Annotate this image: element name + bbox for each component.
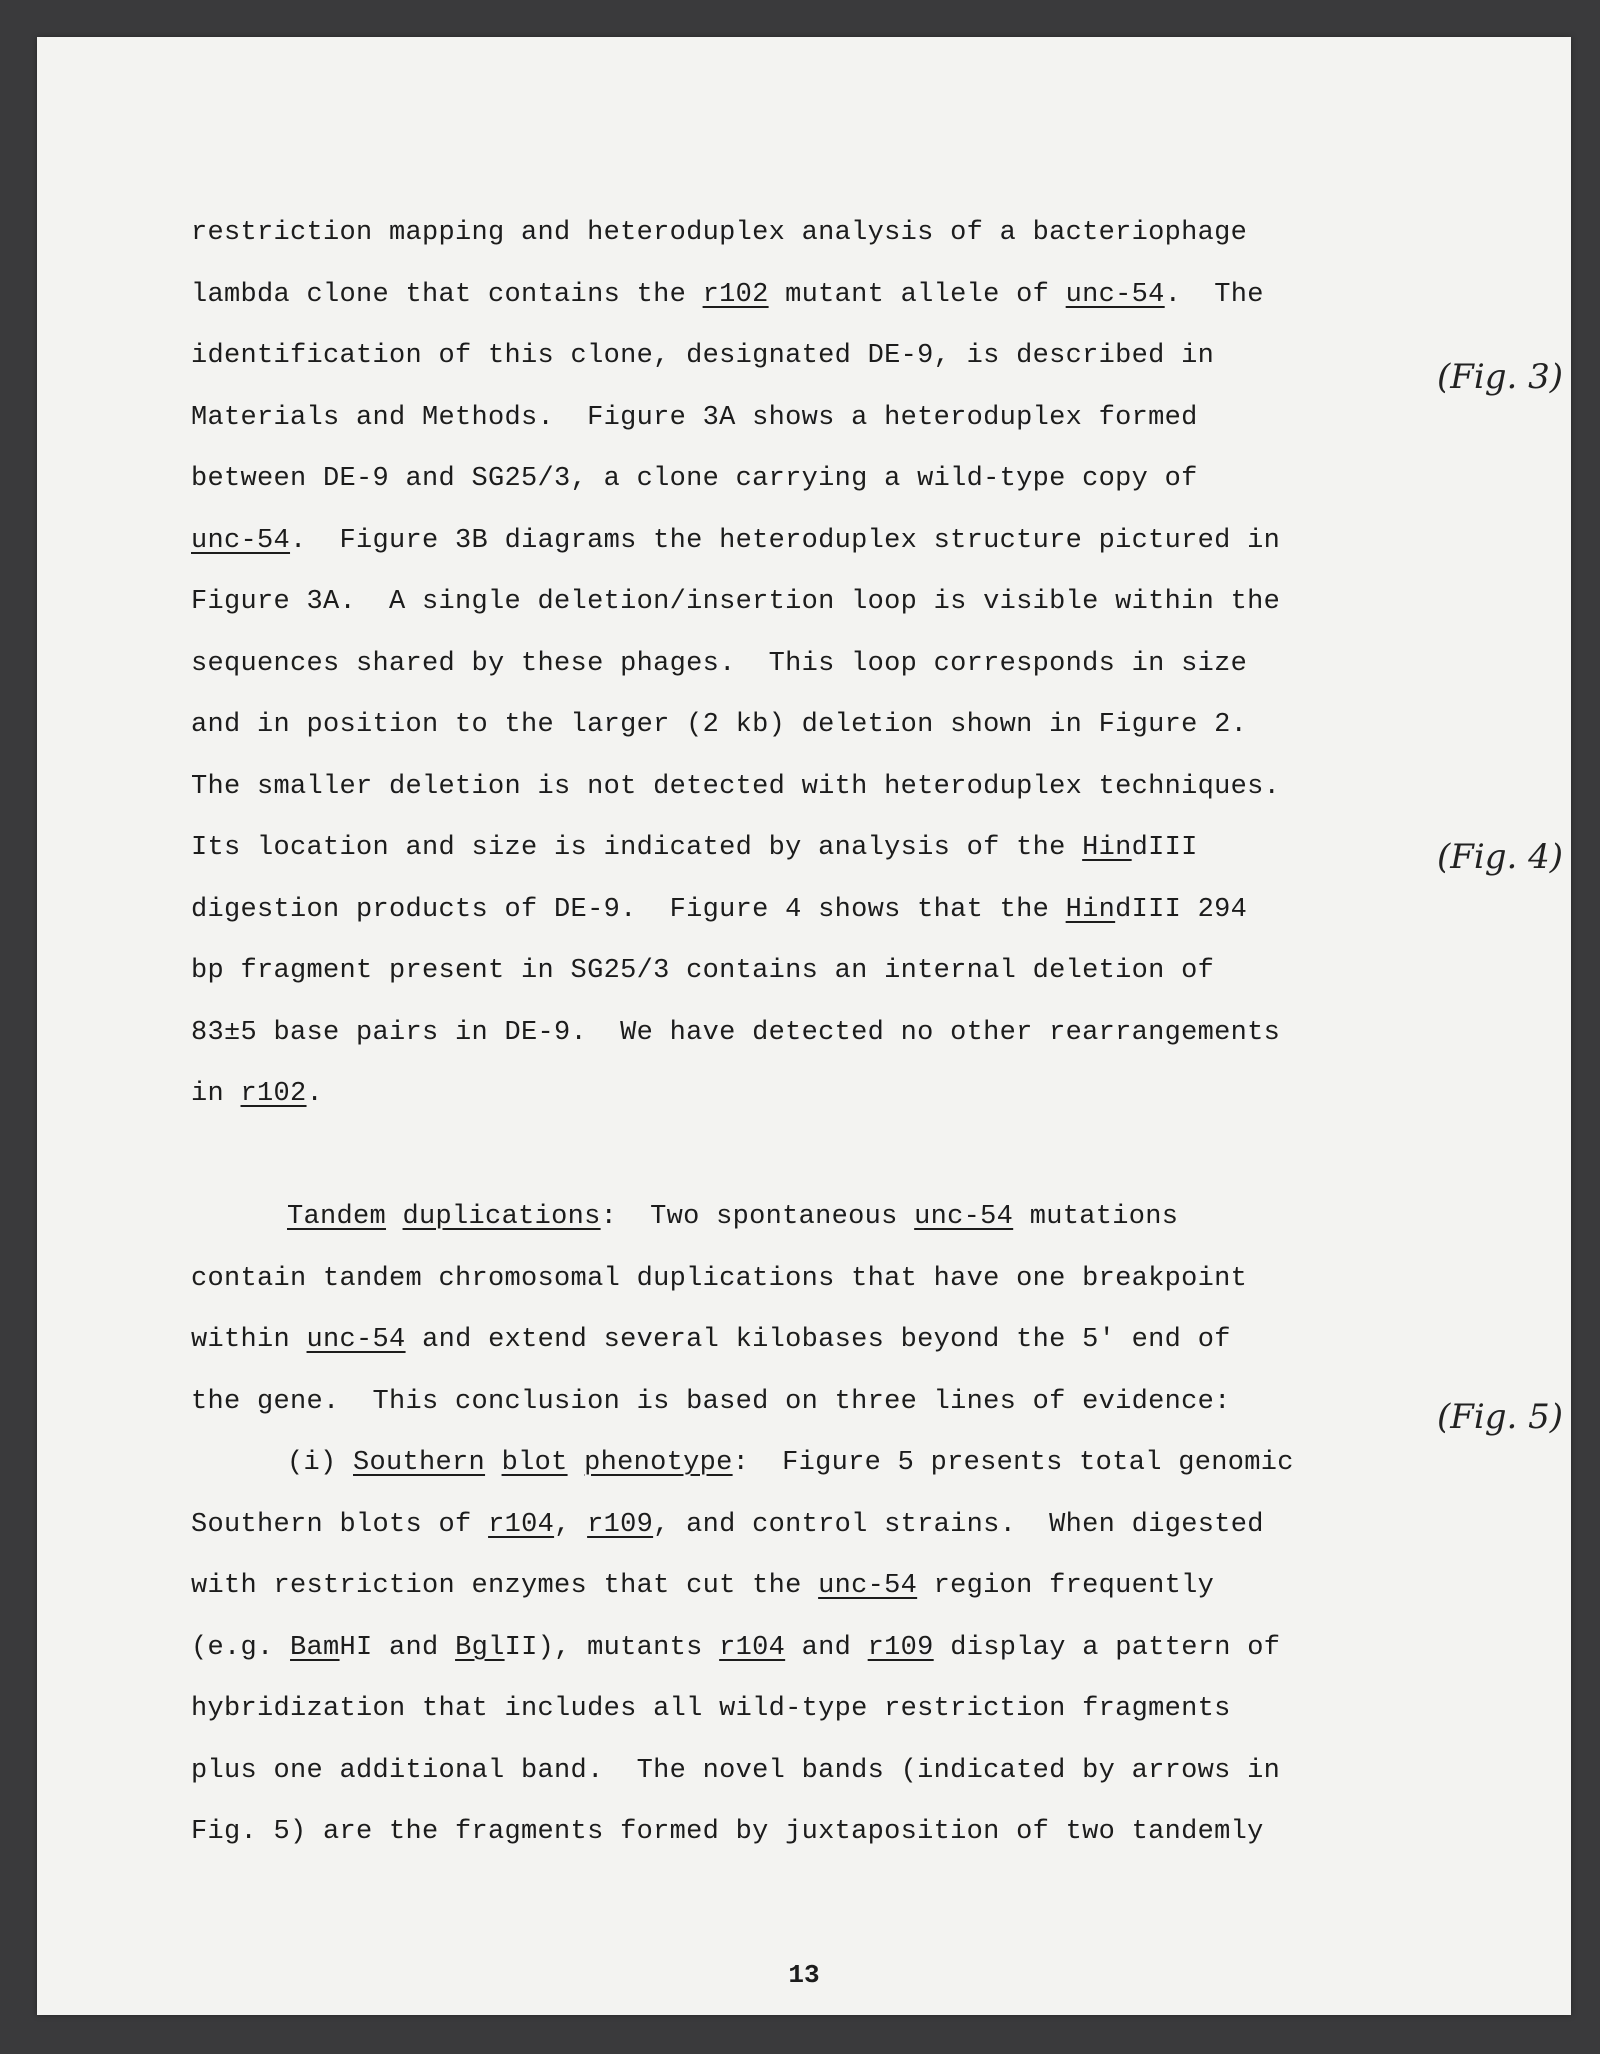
underlined-term: Tandem: [287, 1202, 387, 1232]
text-segment: (i): [287, 1448, 354, 1478]
text-line: [191, 1495, 1451, 1557]
text-segment: : Figure 5 presents total genomic: [732, 1448, 1294, 1478]
text-line: [191, 1679, 1451, 1741]
text-segment: plus one additional band. The novel bands (indicated by arrows in: [191, 1755, 1281, 1786]
text-line: [191, 941, 1451, 1003]
text-segment: [485, 1448, 502, 1478]
text-line: [191, 1802, 1451, 1864]
text-segment: and: [785, 1632, 868, 1663]
text-line: [191, 1249, 1451, 1311]
body-text: [191, 203, 1451, 1864]
text-segment: hybridization that includes all wild-type restriction fragments: [191, 1694, 1231, 1724]
paragraph-tandem-duplications: [191, 1187, 1451, 1433]
text-segment: Southern blots of: [191, 1509, 489, 1540]
text-segment: dIII 294: [1115, 894, 1248, 925]
underlined-term: blot: [501, 1448, 568, 1478]
text-segment: and in position to the larger (2 kb) deletion shown in Figure 2.: [191, 710, 1248, 740]
text-line: [191, 1310, 1451, 1372]
underlined-term: Southern: [353, 1448, 486, 1478]
text-line: [191, 265, 1451, 327]
underlined-term: r102: [240, 1079, 307, 1109]
text-line: [287, 1187, 1451, 1249]
text-segment: . Figure 3B diagrams the heteroduplex structure pictured in: [290, 525, 1281, 556]
text-line: [191, 1064, 1451, 1126]
text-line: [191, 388, 1451, 450]
text-segment: . The: [1164, 279, 1264, 310]
margin-note-fig3: (Fig. 3): [1436, 357, 1563, 397]
underlined-term: r109: [867, 1632, 934, 1663]
text-line: [191, 326, 1451, 388]
text-segment: (e.g.: [191, 1632, 291, 1663]
text-line: [287, 1433, 1451, 1495]
underlined-term: unc-54: [1065, 279, 1165, 310]
text-segment: contain tandem chromosomal duplications that have one breakpoint: [191, 1263, 1248, 1294]
paragraph-southern-blot: [191, 1433, 1451, 1864]
text-segment: : Two spontaneous: [600, 1202, 915, 1232]
underlined-term: r109: [587, 1509, 654, 1540]
underlined-term: Bam: [290, 1632, 340, 1663]
text-segment: Figure 3A. A single deletion/insertion loop is visible within the: [191, 587, 1281, 617]
text-segment: Materials and Methods. Figure 3A shows a heteroduplex formed: [191, 402, 1198, 433]
text-segment: bp fragment present in SG25/3 contains an internal deletion of: [191, 956, 1215, 986]
margin-note-fig4: (Fig. 4): [1436, 837, 1563, 877]
text-line: [191, 203, 1451, 265]
text-segment: .: [306, 1079, 324, 1109]
text-line: [191, 1556, 1451, 1618]
text-segment: the gene. This conclusion is based on three lines of evidence:: [191, 1386, 1231, 1417]
page-number: 13: [788, 1960, 820, 1990]
underlined-term: unc-54: [914, 1202, 1014, 1232]
underlined-term: unc-54: [306, 1325, 406, 1355]
underlined-term: Hin: [1082, 833, 1132, 863]
text-segment: , and control strains. When digested: [653, 1509, 1264, 1540]
text-segment: ,: [554, 1509, 588, 1540]
text-segment: [568, 1448, 585, 1478]
text-segment: Its location and size is indicated by analysis of the: [191, 833, 1083, 863]
underlined-term: duplications: [402, 1202, 601, 1232]
text-segment: restriction mapping and heteroduplex analysis of a bacteriophage: [191, 218, 1248, 248]
text-line: [191, 1003, 1451, 1065]
text-segment: mutant allele of: [768, 279, 1066, 310]
text-segment: identification of this clone, designated DE-9, is described in: [191, 341, 1215, 371]
text-line: [191, 1618, 1451, 1680]
document-page: [37, 37, 1571, 2015]
text-segment: in: [191, 1079, 241, 1109]
underlined-term: unc-54: [818, 1571, 918, 1601]
underlined-term: r102: [702, 279, 769, 310]
text-line: [191, 511, 1451, 573]
text-segment: digestion products of DE-9. Figure 4 shows that the: [191, 894, 1066, 925]
text-line: [191, 634, 1451, 696]
text-line: [191, 1372, 1451, 1434]
text-segment: II), mutants: [504, 1632, 720, 1663]
text-segment: display a pattern of: [933, 1632, 1281, 1663]
margin-note-fig5: (Fig. 5): [1436, 1397, 1563, 1437]
text-segment: The smaller deletion is not detected with heteroduplex techniques.: [191, 771, 1281, 802]
text-line: [191, 757, 1451, 819]
text-segment: with restriction enzymes that cut the: [191, 1571, 819, 1601]
underlined-term: Bgl: [455, 1632, 505, 1663]
underlined-term: r104: [719, 1632, 786, 1663]
text-line: [191, 449, 1451, 511]
text-segment: Fig. 5) are the fragments formed by juxtaposition of two tandemly: [191, 1817, 1264, 1847]
paragraph-gap: [191, 1126, 1451, 1188]
paragraph-restriction-mapping: [191, 203, 1451, 1126]
text-segment: [386, 1202, 403, 1232]
text-segment: sequences shared by these phages. This loop corresponds in size: [191, 648, 1248, 679]
text-line: [191, 1741, 1451, 1803]
text-segment: dIII: [1131, 833, 1198, 863]
text-segment: mutations: [1013, 1202, 1179, 1232]
text-line: [191, 880, 1451, 942]
text-segment: region frequently: [917, 1571, 1215, 1601]
underlined-term: unc-54: [191, 525, 291, 556]
text-segment: between DE-9 and SG25/3, a clone carrying a wild-type copy of: [191, 464, 1198, 494]
underlined-term: phenotype: [584, 1448, 733, 1478]
underlined-term: Hin: [1065, 894, 1116, 925]
text-line: [191, 818, 1451, 880]
text-segment: within: [191, 1325, 307, 1355]
text-segment: and extend several kilobases beyond the 5' end of: [405, 1325, 1231, 1355]
text-line: [191, 695, 1451, 757]
text-segment: HI and: [339, 1632, 456, 1663]
underlined-term: r104: [488, 1509, 555, 1540]
text-segment: 83±5 base pairs in DE-9. We have detected no other rearrangements: [191, 1017, 1281, 1048]
text-line: [191, 572, 1451, 634]
text-segment: lambda clone that contains the: [191, 279, 703, 310]
